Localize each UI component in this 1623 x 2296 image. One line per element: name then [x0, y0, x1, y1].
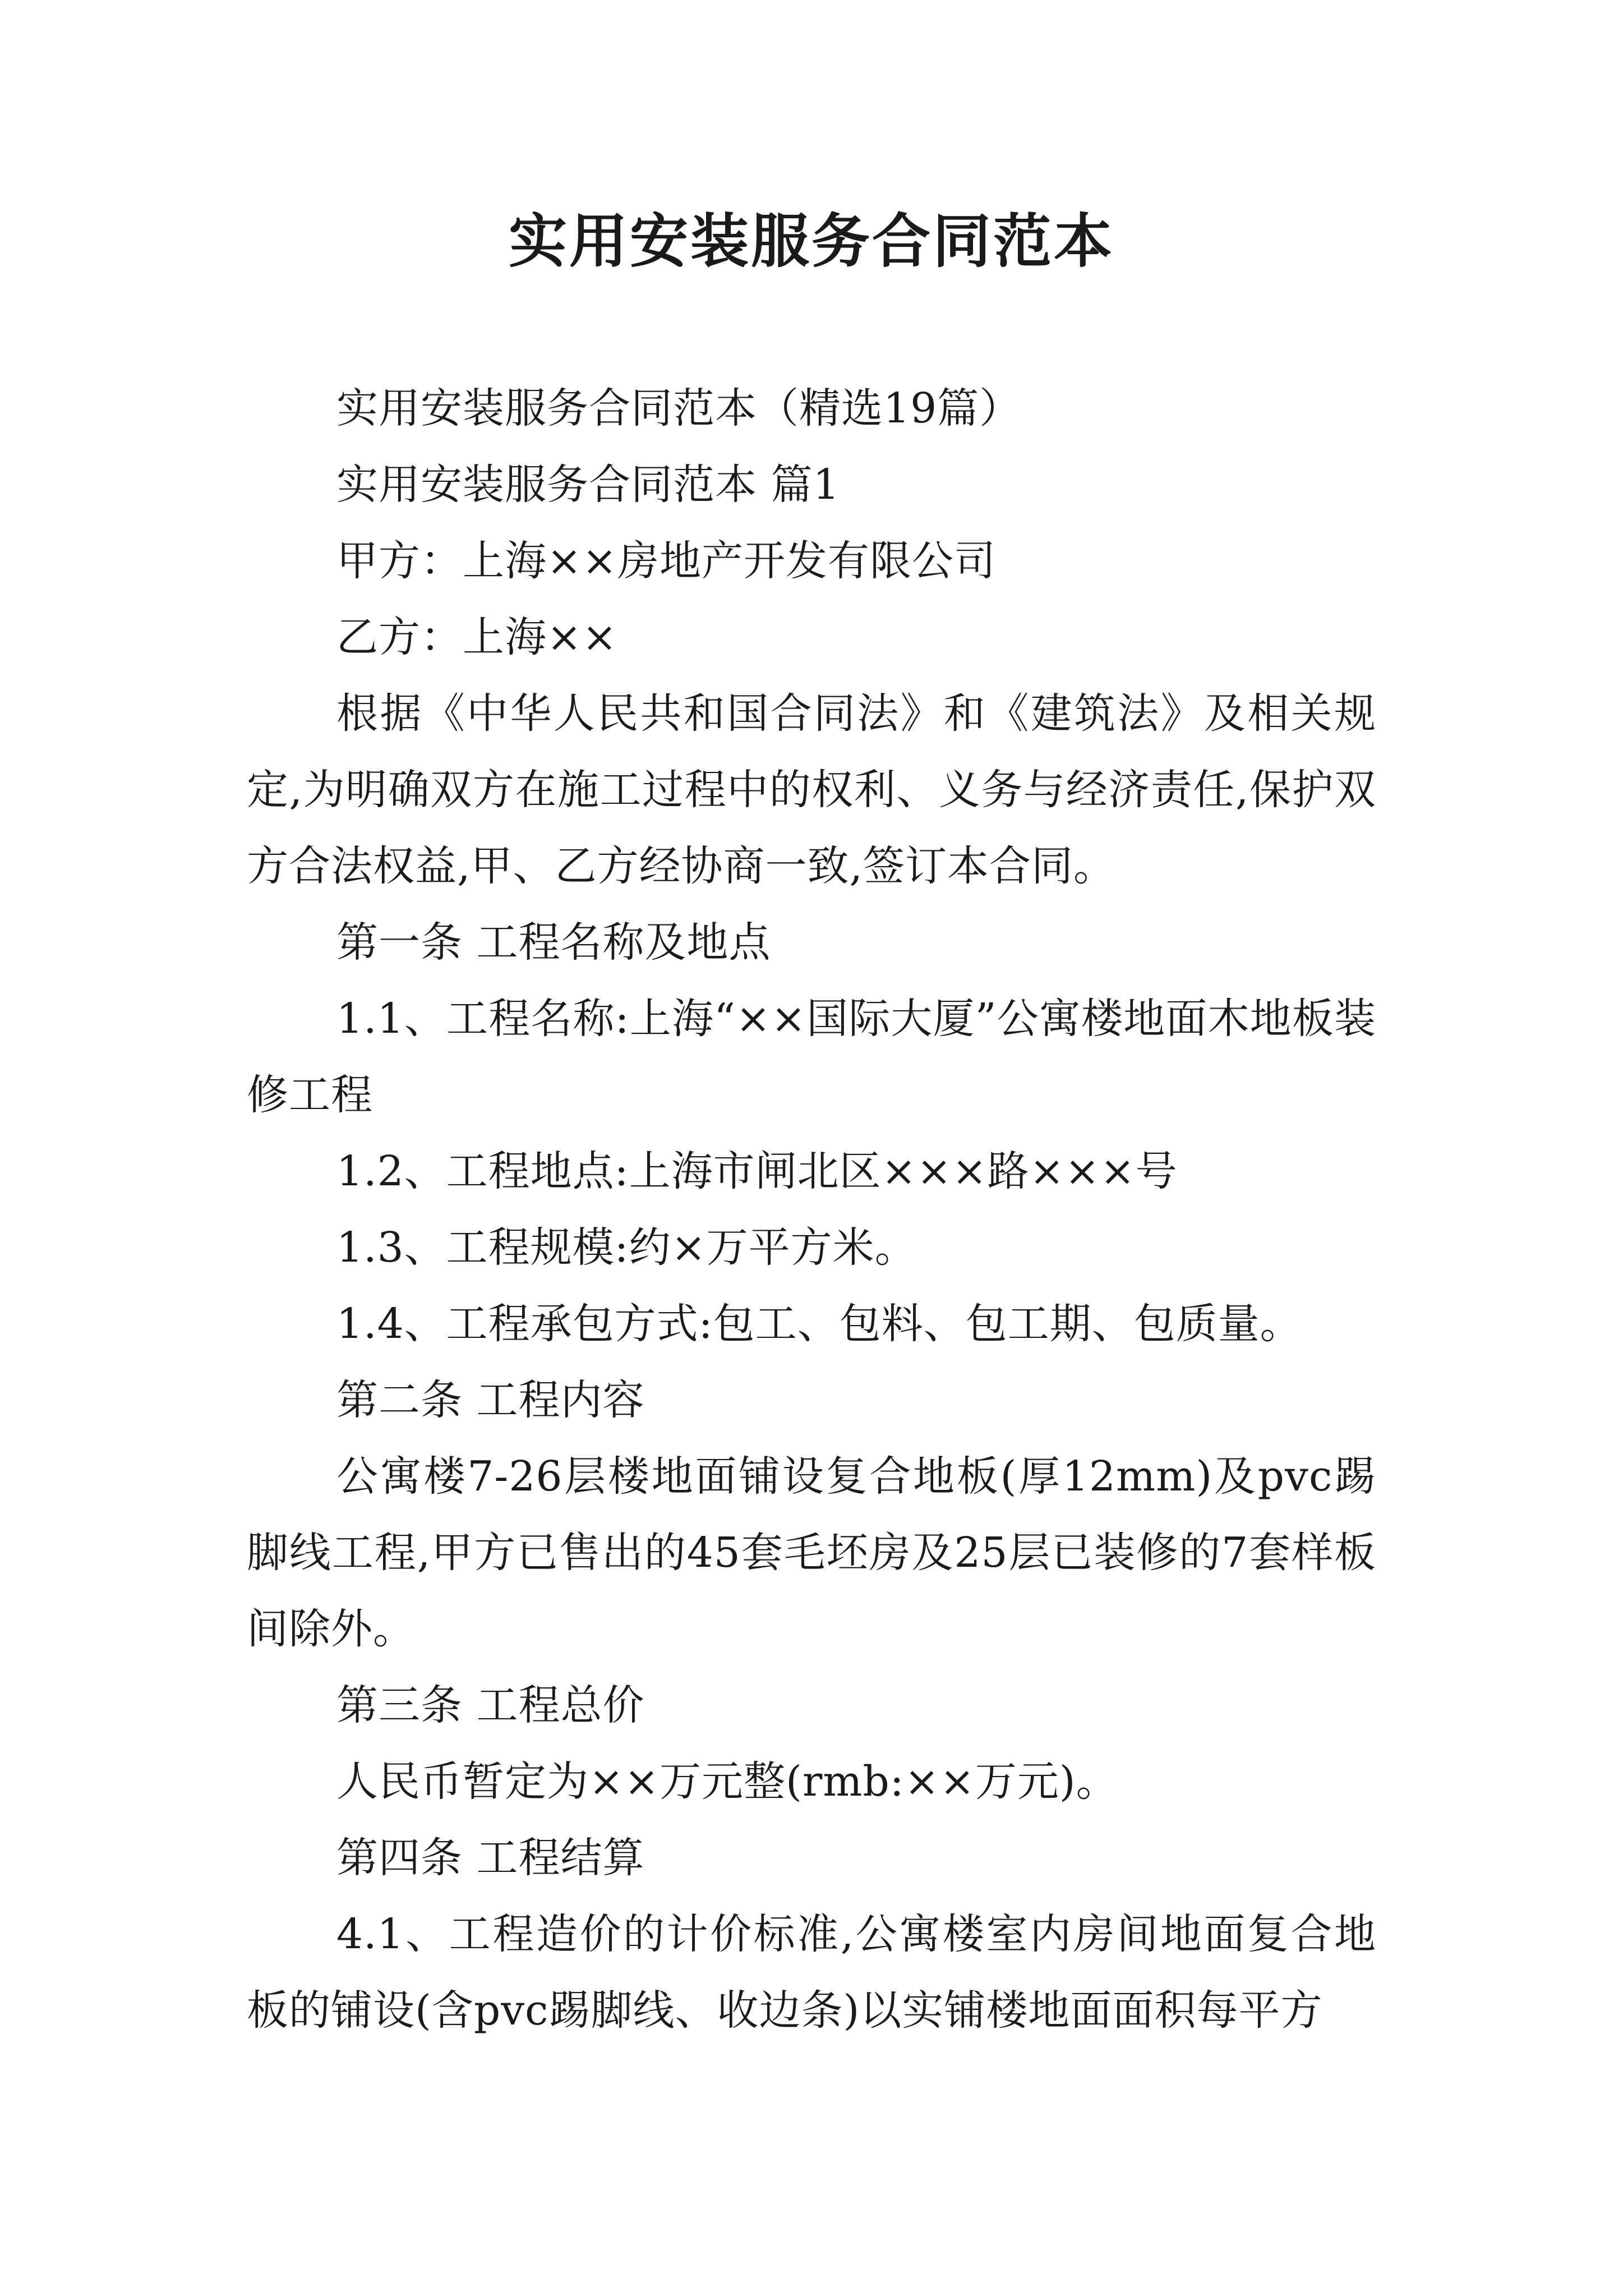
paragraph-preamble: 根据《中华人民共和国合同法》和《建筑法》及相关规定,为明确双方在施工过程中的权利、义务与经济责任,保护双方合法权益,甲、乙方经协商一致,签订本合同。	[247, 689, 1376, 890]
paragraph-clause-4-1: 4.1、工程造价的计价标准,公寓楼室内房间地面复合地板的铺设(含pvc踢脚线、收边条)以实铺楼地面面积每平方	[247, 1910, 1376, 2035]
document-body	[247, 370, 1376, 2049]
paragraph-article-2-heading: 第二条 工程内容	[336, 1376, 645, 1424]
paragraph-party-a: 甲方：上海××房地产开发有限公司	[336, 537, 997, 585]
paragraph-clause-1-1: 1.1、工程名称:上海“××国际大厦”公寓楼地面木地板装修工程	[247, 995, 1376, 1119]
paragraph-article-3-heading: 第三条 工程总价	[336, 1681, 645, 1729]
paragraph-party-b: 乙方：上海××	[336, 613, 618, 661]
paragraph-article-3-content: 人民币暂定为××万元整(rmb:××万元)。	[336, 1757, 1118, 1806]
paragraph-article-2-content: 公寓楼7-26层楼地面铺设复合地板(厚12mm)及pvc踢脚线工程,甲方已售出的45套毛坯房及25层已装修的7套样板间除外。	[247, 1452, 1376, 1653]
paragraph-section-heading: 实用安装服务合同范本 篇1	[336, 461, 840, 509]
paragraph-article-1-heading: 第一条 工程名称及地点	[336, 918, 771, 967]
paragraph-clause-1-4: 1.4、工程承包方式:包工、包料、包工期、包质量。	[336, 1300, 1302, 1348]
paragraph-clause-1-3: 1.3、工程规模:约×万平方米。	[336, 1223, 917, 1272]
paragraph-clause-1-2: 1.2、工程地点:上海市闸北区×××路×××号	[336, 1147, 1178, 1195]
paragraph-article-4-heading: 第四条 工程结算	[336, 1834, 645, 1882]
paragraph-subtitle: 实用安装服务合同范本（精选19篇）	[336, 384, 1022, 432]
document-title: 实用安装服务合同范本	[508, 206, 1114, 275]
